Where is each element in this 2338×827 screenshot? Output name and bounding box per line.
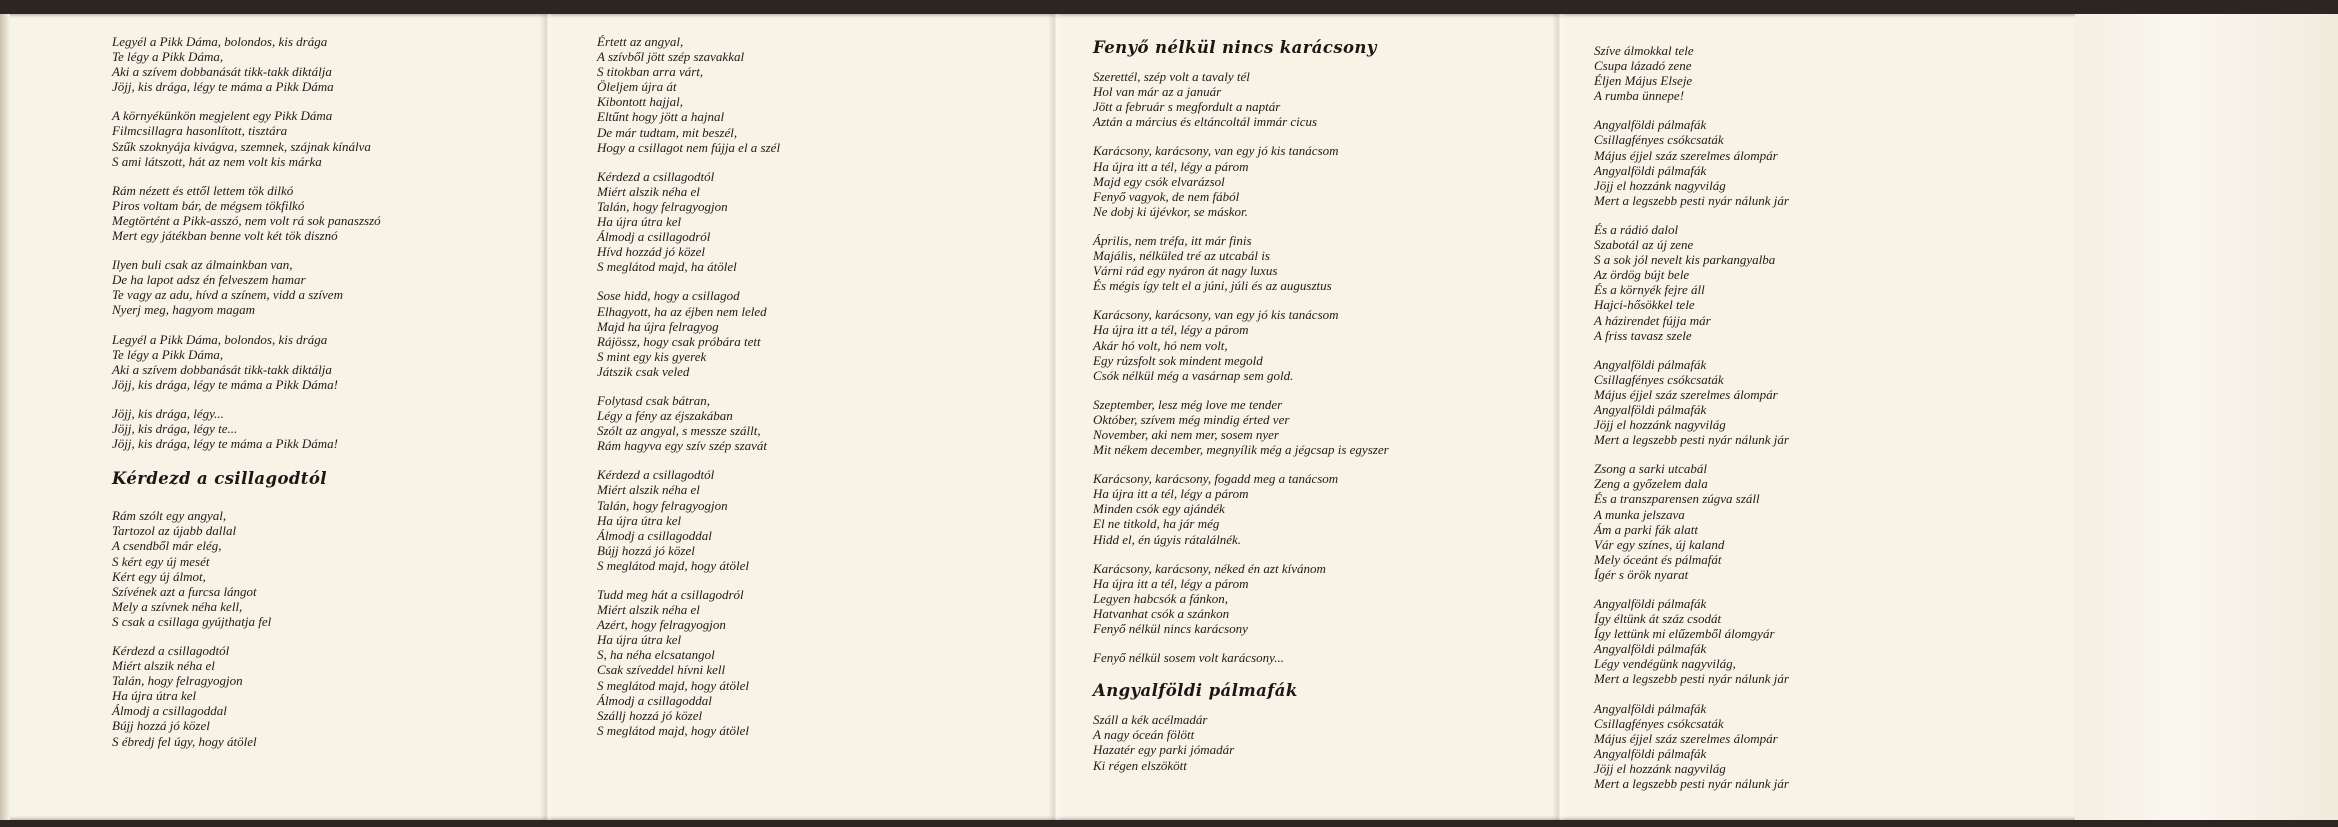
lyric-line: Jöjj, kis drága, légy te máma a Pikk Dáma!	[112, 436, 339, 452]
lyric-line: El ne titkold, ha jár még	[1093, 516, 1220, 532]
lyric-line: Szállj hozzá jó közel	[597, 707, 703, 723]
lyric-line: Fenyő nélkül sosem volt karácsony...	[1093, 650, 1284, 666]
lyric-line: Talán, hogy felragyogjon	[112, 673, 243, 689]
lyric-line: Jöjj el hozzánk nagyvilág	[1594, 177, 1726, 193]
lyrics-stanza	[597, 467, 780, 573]
lyric-line: Talán, hogy felragyogjon	[597, 497, 728, 513]
lyric-line: Szívének azt a furcsa lángot	[112, 583, 257, 599]
song-title: Fenyő nélkül nincs karácsony	[1093, 38, 1377, 57]
lyric-line: Karácsony, karácsony, van egy jó kis tanácsom	[1093, 143, 1339, 159]
lyric-line: Kért egy új álmot,	[112, 568, 206, 584]
lyric-line: Bújj hozzá jó közel	[112, 718, 210, 734]
lyric-line: Álmodj a csillagoddal	[597, 692, 712, 708]
lyric-line: Mert egy játékban benne volt két tök disznó	[112, 228, 338, 244]
lyric-line: Karácsony, karácsony, van egy jó kis tanácsom	[1093, 307, 1339, 323]
lyric-line: Rám hagyva egy szív szép szavát	[597, 438, 768, 454]
lyric-line: Fenyő vagyok, de nem fából	[1093, 188, 1240, 204]
lyric-line: S a sok jól nevelt kis parkangyalba	[1594, 252, 1776, 268]
lyric-line: Angyalföldi pálmafák	[1594, 641, 1707, 657]
sheet-edge	[0, 14, 10, 820]
panel-fold	[1552, 14, 1566, 820]
lyric-line: Rám nézett és ettől lettem tök dilkó	[112, 182, 294, 198]
lyric-line: Miért alszik néha el	[597, 183, 700, 199]
lyric-line: Vár egy színes, új kaland	[1594, 536, 1725, 552]
lyric-line: Ha újra útra kel	[597, 214, 682, 230]
lyric-line: Az ördög bújt bele	[1594, 267, 1690, 283]
lyric-line: S mint egy kis gyerek	[597, 348, 707, 364]
lyric-line: Azért, hogy felragyogjon	[597, 617, 726, 633]
lyrics-panel-3	[1093, 40, 1389, 787]
lyric-line: Szeptember, lesz még love me tender	[1093, 396, 1283, 412]
lyric-line: Angyalföldi pálmafák	[1594, 356, 1707, 372]
lyrics-stanza	[112, 108, 381, 168]
lyric-line: Szerettél, szép volt a tavaly tél	[1093, 69, 1250, 85]
lyric-line: Kibontott hajjal,	[597, 94, 683, 110]
lyrics-stanza	[1594, 461, 1789, 582]
lyric-line: Hajci-hősökkel tele	[1594, 297, 1695, 313]
panel-fold	[1048, 14, 1062, 820]
lyric-line: Szólt az angyal, s messze szállt,	[597, 423, 761, 439]
lyric-line: Mert a legszebb pesti nyár nálunk jár	[1594, 671, 1789, 687]
lyric-line: Öleljem újra át	[597, 79, 677, 95]
lyric-line: Ha újra útra kel	[112, 688, 197, 704]
lyric-line: November, aki nem mer, sosem nyer	[1093, 426, 1279, 442]
lyric-line: Kérdezd a csillagodtól	[112, 643, 230, 658]
lyric-line: Október, szívem még mindig érted ver	[1093, 411, 1290, 427]
lyric-line: Éljen Május Elseje	[1594, 73, 1693, 89]
lyric-line: Álmodj a csillagoddal	[112, 703, 227, 719]
lyrics-stanza	[112, 508, 381, 629]
lyrics-stanza	[1093, 143, 1389, 218]
lyric-line: Legyen habcsók a fánkon,	[1093, 590, 1229, 606]
lyrics-panel-2	[597, 34, 780, 752]
lyrics-stanza	[1093, 397, 1389, 457]
lyric-line: S meglátod majd, ha átölel	[597, 259, 737, 275]
song-title: Kérdezd a csillagodtól	[112, 469, 327, 489]
lyric-line: És a transzparensen zúgva száll	[1594, 491, 1760, 507]
lyric-line: Elhagyott, ha az éjben nem leled	[597, 303, 767, 319]
lyric-line: Ha újra útra kel	[597, 512, 682, 528]
lyric-line: Megtörtént a Pikk-asszó, nem volt rá sok panaszszó	[112, 212, 381, 228]
lyric-line: Legyél a Pikk Dáma, bolondos, kis drága	[112, 34, 328, 49]
lyric-line: Csupa lázadó zene	[1594, 58, 1692, 74]
lyric-line: Aki a szívem dobbanását tikk-takk diktálja	[112, 64, 332, 80]
lyrics-stanza	[112, 643, 381, 749]
lyric-line: Jöjj el hozzánk nagyvilág	[1594, 417, 1726, 433]
song-title: Angyalföldi pálmafák	[1093, 681, 1298, 701]
lyric-line: És a rádió dalol	[1594, 221, 1679, 237]
lyric-line: Bújj hozzá jó közel	[597, 542, 695, 558]
lyric-line: Majd egy csók elvarázsol	[1093, 173, 1225, 189]
lyric-line: Piros voltam bár, de mégsem tökfilkó	[112, 197, 305, 213]
lyrics-stanza	[1594, 222, 1789, 343]
lyric-line: Jöjj, kis drága, légy te máma a Pikk Dáma!	[112, 376, 339, 392]
lyric-line: Egy rúzsfolt sok mindent megold	[1093, 352, 1263, 368]
lyric-line: A rumba ünnepe!	[1594, 88, 1685, 104]
lyric-line: Te légy a Pikk Dáma,	[112, 346, 224, 362]
lyric-line: Csillagfényes csókcsaták	[1594, 715, 1724, 731]
blank-flap	[2075, 14, 2338, 820]
lyric-line: Eltűnt hogy jött a hajnal	[597, 109, 725, 125]
lyric-line: Angyalföldi pálmafák	[1594, 401, 1707, 417]
lyric-line: Hatvanhat csók a szánkon	[1093, 605, 1230, 621]
lyric-line: Angyalföldi pálmafák	[1594, 700, 1707, 716]
lyric-line: Jöjj, kis drága, légy...	[112, 405, 224, 421]
lyric-line: A csendből már elég,	[112, 538, 222, 554]
lyric-line: Mert a legszebb pesti nyár nálunk jár	[1594, 432, 1789, 448]
lyric-line: Csók nélkül még a vasárnap sem gold.	[1093, 367, 1294, 383]
lyric-line: A környékünkön megjelent egy Pikk Dáma	[112, 108, 333, 124]
lyric-line: S kért egy új mesét	[112, 553, 210, 569]
lyric-line: Tudd meg hát a csillagodról	[597, 587, 744, 602]
lyric-line: Mert a legszebb pesti nyár nálunk jár	[1594, 776, 1789, 792]
lyric-line: A szívből jött szép szavakkal	[597, 49, 745, 65]
lyric-line: Mely a szívnek néha kell,	[112, 598, 243, 614]
lyrics-stanza	[597, 169, 780, 275]
lyric-line: S ami látszott, hát az nem volt kis márka	[112, 153, 322, 169]
lyric-line: Jöjj, kis drága, légy te máma a Pikk Dáma	[112, 79, 334, 95]
lyric-line: Aztán a március és eltáncoltál immár cicus	[1093, 114, 1318, 130]
lyric-line: Zsong a sarki utcabál	[1594, 461, 1708, 477]
lyric-line: Várni rád egy nyáron át nagy luxus	[1093, 263, 1278, 279]
lyric-line: Te vagy az adu, hívd a színem, vidd a szívem	[112, 287, 343, 303]
lyrics-stanza	[1594, 43, 1789, 103]
lyric-line: Légy a fény az éjszakában	[597, 408, 733, 424]
lyric-line: És a környék fejre áll	[1594, 282, 1705, 298]
lyric-line: Jöjj el hozzánk nagyvilág	[1594, 760, 1726, 776]
lyric-line: Ne dobj ki újévkor, se máskor.	[1093, 203, 1248, 219]
lyric-line: Miért alszik néha el	[112, 658, 215, 674]
lyric-line: De ha lapot adsz én felveszem hamar	[112, 272, 306, 288]
lyric-line: Hazatér egy parki jómadár	[1093, 742, 1235, 758]
lyric-line: Fenyő nélkül nincs karácsony	[1093, 621, 1248, 636]
lyric-line: Minden csók egy ajándék	[1093, 501, 1225, 517]
lyric-line: Hívd hozzád jó közel	[597, 244, 705, 260]
lyric-line: Május éjjel száz szerelmes álompár	[1594, 147, 1778, 163]
lyric-line: Angyalföldi pálmafák	[1594, 117, 1707, 133]
lyric-line: Miért alszik néha el	[597, 602, 700, 618]
lyric-line: Szabotál az új zene	[1594, 237, 1694, 253]
lyric-line: Mit nékem december, megnyílik még a jégcsap is egyszer	[1093, 442, 1389, 458]
lyric-line: Nyerj meg, hagyom magam	[112, 302, 255, 318]
lyric-line: Talán, hogy felragyogjon	[597, 198, 728, 214]
lyric-line: Száll a kék acélmadár	[1093, 712, 1208, 728]
lyric-line: És mégis így telt el a júni, júli és az augusztus	[1093, 278, 1332, 294]
lyric-line: Jött a február s megfordult a naptár	[1093, 99, 1281, 115]
lyrics-stanza	[112, 332, 381, 392]
lyric-line: Legyél a Pikk Dáma, bolondos, kis drága	[112, 331, 328, 347]
lyric-line: Zeng a győzelem dala	[1594, 476, 1708, 492]
lyric-line: S meglátod majd, hogy átölel	[597, 557, 750, 573]
lyrics-stanza	[1093, 471, 1389, 546]
lyric-line: Tartozol az újabb dallal	[112, 523, 237, 539]
lyrics-stanza	[1594, 117, 1789, 208]
lyric-line: S, ha néha elcsatangol	[597, 647, 715, 663]
lyric-line: Angyalföldi pálmafák	[1594, 745, 1707, 761]
lyric-line: A házirendet fújja már	[1594, 312, 1711, 328]
lyrics-stanza	[1093, 307, 1389, 382]
lyric-line: S meglátod majd, hogy átölel	[597, 677, 750, 693]
lyrics-stanza	[1093, 233, 1389, 293]
lyric-line: Jöjj, kis drága, légy te...	[112, 420, 238, 436]
lyric-line: Álmodj a csillagodról	[597, 229, 711, 245]
lyric-line: Miért alszik néha el	[597, 482, 700, 498]
lyric-line: Ha újra útra kel	[597, 632, 682, 648]
lyrics-stanza	[1093, 650, 1389, 665]
lyric-line: Filmcsillagra hasonlított, tisztára	[112, 123, 288, 139]
lyric-line: De már tudtam, mit beszél,	[597, 124, 738, 140]
lyric-line: Szíve álmokkal tele	[1594, 43, 1694, 58]
lyrics-stanza	[1093, 69, 1389, 129]
lyric-line: Hogy a csillagot nem fújja el a szél	[597, 139, 781, 155]
lyric-line: Értett az angyal,	[597, 34, 684, 49]
lyric-line: Karácsony, karácsony, néked én azt kívánom	[1093, 560, 1326, 576]
lyric-line: Május éjjel száz szerelmes álompár	[1594, 730, 1778, 746]
lyrics-stanza	[1093, 561, 1389, 636]
lyric-line: Karácsony, karácsony, fogadd meg a tanácsom	[1093, 471, 1339, 487]
lyric-line: Április, nem tréfa, itt már finis	[1093, 232, 1252, 248]
lyric-line: Ilyen buli csak az álmainkban van,	[112, 257, 293, 273]
lyrics-stanza	[112, 406, 381, 451]
lyric-line: Angyalföldi pálmafák	[1594, 162, 1707, 178]
lyric-line: S csak a csillaga gyújthatja fel	[112, 613, 272, 629]
lyrics-panel-4	[1594, 43, 1789, 805]
lyric-line: Kérdezd a csillagodtól	[597, 467, 715, 483]
lyric-line: Álmodj a csillagoddal	[597, 527, 712, 543]
lyrics-stanza	[597, 393, 780, 453]
lyric-line: Ha újra itt a tél, légy a párom	[1093, 158, 1249, 174]
lyric-line: Hol van már az a január	[1093, 84, 1222, 100]
lyric-line: Rám szólt egy angyal,	[112, 508, 227, 524]
lyric-line: Csillagfényes csókcsaták	[1594, 132, 1724, 148]
lyric-line: Hidd el, én úgyis rátalálnék.	[1093, 531, 1242, 547]
lyric-line: Sose hidd, hogy a csillagod	[597, 288, 740, 304]
lyric-line: Ám a parki fák alatt	[1594, 521, 1698, 537]
lyrics-stanza	[597, 288, 780, 379]
lyrics-stanza	[597, 587, 780, 738]
lyrics-stanza	[1594, 596, 1789, 687]
lyric-line: Mert a legszebb pesti nyár nálunk jár	[1594, 192, 1789, 208]
lyric-line: Május éjjel száz szerelmes álompár	[1594, 386, 1778, 402]
lyric-line: Majd ha újra felragyog	[597, 318, 719, 334]
lyric-line: Ha újra itt a tél, légy a párom	[1093, 575, 1249, 591]
lyrics-stanza	[112, 257, 381, 317]
lyric-line: A friss tavasz szele	[1594, 327, 1692, 343]
lyric-line: Ígér s örök nyarat	[1594, 566, 1689, 582]
lyric-line: Csak szíveddel hívni kell	[597, 662, 726, 678]
lyric-line: A munka jelszava	[1594, 506, 1685, 522]
lyrics-stanza	[1594, 701, 1789, 792]
lyric-line: Légy vendégünk nagyvilág,	[1594, 656, 1736, 672]
panel-fold	[540, 14, 554, 820]
lyric-line: S titokban arra várt,	[597, 64, 704, 80]
lyric-line: Majális, nélküled tré az utcabál is	[1093, 248, 1270, 264]
lyric-line: Kérdezd a csillagodtól	[597, 168, 715, 184]
lyric-line: S meglátod majd, hogy átölel	[597, 722, 750, 738]
lyrics-stanza	[112, 34, 381, 94]
lyric-line: Csillagfényes csókcsaták	[1594, 371, 1724, 387]
lyrics-stanza	[112, 183, 381, 243]
lyric-line: Akár hó volt, hó nem volt,	[1093, 337, 1228, 353]
lyric-line: S ébredj fel úgy, hogy átölel	[112, 733, 257, 749]
lyric-line: Ha újra itt a tél, légy a párom	[1093, 486, 1249, 502]
lyric-line: Folytasd csak bátran,	[597, 392, 711, 408]
lyric-line: Angyalföldi pálmafák	[1594, 596, 1707, 611]
lyric-line: Te légy a Pikk Dáma,	[112, 49, 224, 65]
lyric-line: Ha újra itt a tél, légy a párom	[1093, 322, 1249, 338]
lyric-line: Ki régen elszökött	[1093, 757, 1187, 773]
lyrics-stanza	[1594, 357, 1789, 448]
lyric-line: Aki a szívem dobbanását tikk-takk diktálja	[112, 361, 332, 377]
lyric-line: Így lettünk mi elűzemből álomgyár	[1594, 626, 1775, 642]
lyric-line: Rájössz, hogy csak próbára tett	[597, 333, 761, 349]
lyrics-stanza	[1093, 712, 1389, 772]
lyric-line: Mely óceánt és pálmafát	[1594, 551, 1722, 567]
lyric-line: Játszik csak veled	[597, 363, 690, 379]
lyrics-stanza	[597, 34, 780, 155]
lyric-line: Így éltünk át száz csodát	[1594, 611, 1722, 627]
lyric-line: Szűk szoknyája kivágva, szemnek, szájnak kínálva	[112, 138, 371, 154]
lyrics-panel-1	[112, 34, 381, 763]
lyric-line: A nagy óceán fölött	[1093, 727, 1195, 743]
